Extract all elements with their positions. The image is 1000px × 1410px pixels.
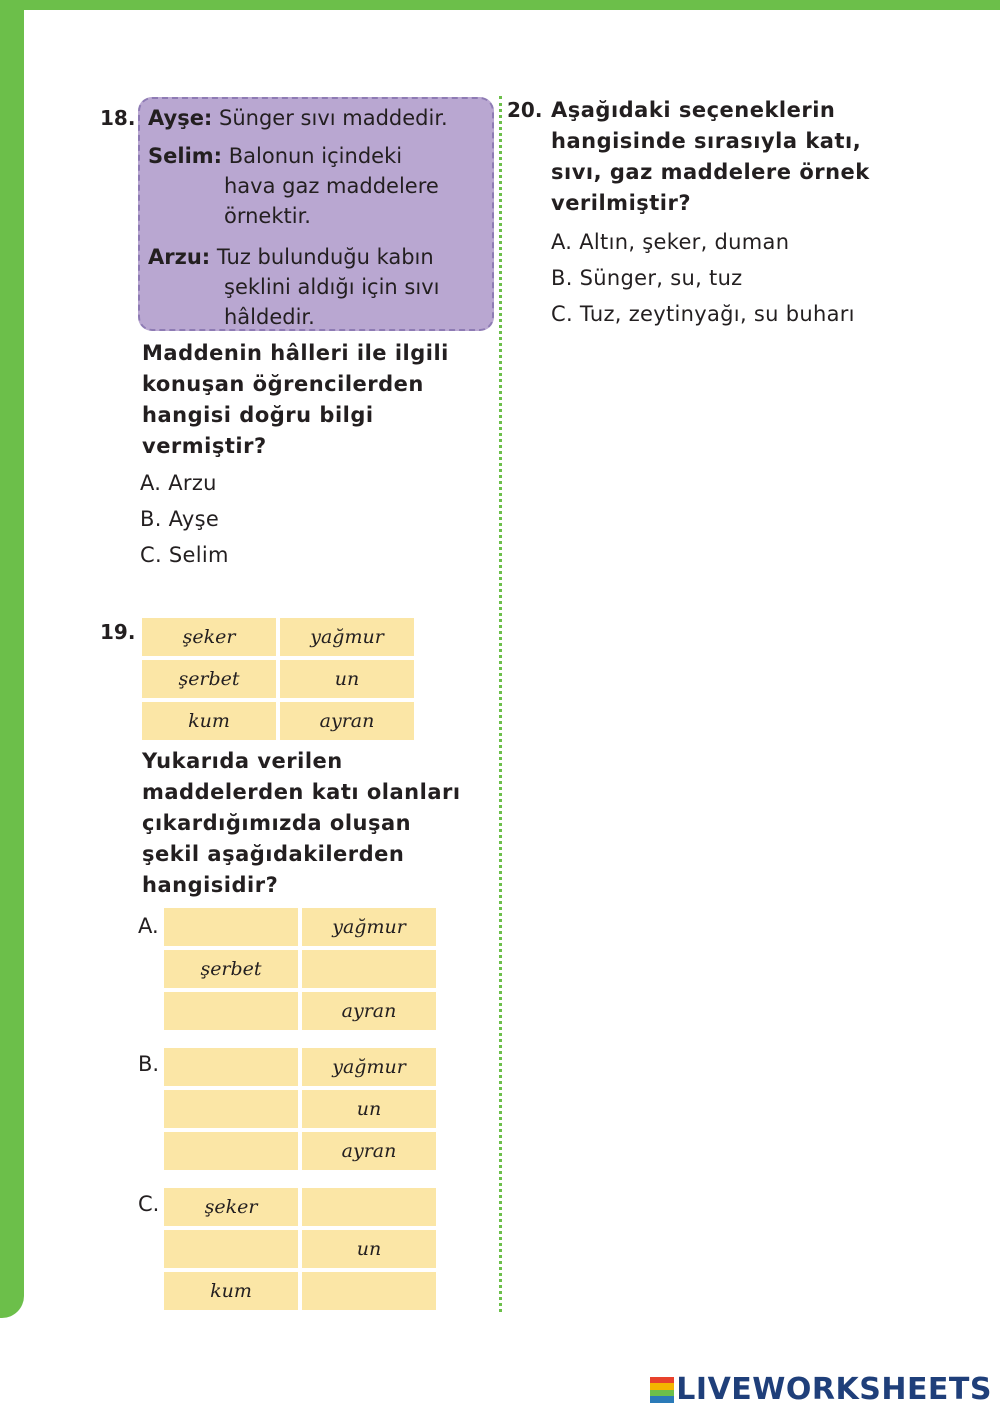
question-line: hangisinde sırasıyla katı, [551,129,862,153]
table-cell: şerbet [164,950,298,988]
liveworksheets-logo [650,1372,992,1407]
q18-number: 18. [100,106,136,130]
table-cell [302,950,436,988]
q18-question [142,338,449,462]
q20-option-b[interactable]: B. Sünger, su, tuz [551,266,743,290]
top-border [0,0,1000,10]
q19-question [142,746,461,901]
q19-option-a-table[interactable] [160,904,440,1034]
q20-option-c[interactable]: C. Tuz, zeytinyağı, su buharı [551,302,855,326]
question-line: hangisi doğru bilgi [142,403,374,427]
table-cell [164,1048,298,1086]
speaker-line: örnektir. [224,204,311,228]
question-line: çıkardığımızda oluşan [142,811,412,835]
table-cell: kum [164,1272,298,1310]
question-line: sıvı, gaz maddelere örnek [551,160,870,184]
q18-speech-box [138,97,494,331]
q19-number: 19. [100,620,136,644]
question-line: maddelerden katı olanları [142,780,461,804]
table-cell: yağmur [302,908,436,946]
speaker-line: hava gaz maddelere [224,174,439,198]
speaker-line: şeklini aldığı için sıvı [224,275,440,299]
table-cell [302,1272,436,1310]
table-cell: ayran [302,1132,436,1170]
speaker-arzu [148,242,434,272]
table-cell [164,992,298,1030]
question-line: şekil aşağıdakilerden [142,842,405,866]
brand-text: LIVEWORKSHEETS [676,1372,992,1407]
q20-option-a[interactable]: A. Altın, şeker, duman [551,230,790,254]
question-line: verilmiştir? [551,191,692,215]
question-line: Maddenin hâlleri ile ilgili [142,341,449,365]
q19-table [138,614,418,744]
table-cell: şeker [142,618,276,656]
question-line: vermiştir? [142,434,267,458]
question-line: hangisidir? [142,873,279,897]
q19-option-c-letter[interactable]: C. [138,1192,160,1216]
q18-option-b[interactable]: B. Ayşe [140,507,220,531]
q19-option-a-letter[interactable]: A. [138,914,159,938]
speaker-ayse [148,103,448,133]
table-cell [164,1230,298,1268]
table-cell [164,908,298,946]
table-cell [302,1188,436,1226]
table-cell: ayran [302,992,436,1030]
q19-option-b-letter[interactable]: B. [138,1052,160,1076]
speaker-selim [148,141,402,171]
table-cell [164,1090,298,1128]
q18-option-a[interactable]: A. Arzu [140,471,217,495]
table-cell: un [302,1230,436,1268]
q20-number: 20. [507,98,543,122]
table-cell: kum [142,702,276,740]
table-cell: yağmur [280,618,414,656]
table-cell: ayran [280,702,414,740]
table-cell: şeker [164,1188,298,1226]
question-line: konuşan öğrencilerden [142,372,424,396]
q19-option-c-table[interactable] [160,1184,440,1314]
question-line: Yukarıda verilen [142,749,343,773]
table-cell: yağmur [302,1048,436,1086]
speaker-line: Balonun içindeki [228,144,403,168]
speaker-line: hâldedir. [224,305,315,329]
q19-option-b-table[interactable] [160,1044,440,1174]
logo-stripe [650,1396,674,1403]
speaker-line: Sünger sıvı maddedir. [219,106,448,130]
q20-question [551,95,870,219]
speaker-name: Ayşe: [148,106,213,130]
question-line: Aşağıdaki seçeneklerin [551,98,836,122]
table-cell: şerbet [142,660,276,698]
left-border [0,0,24,1318]
speaker-line: Tuz bulunduğu kabın [216,245,434,269]
q18-option-c[interactable]: C. Selim [140,543,229,567]
table-cell [164,1132,298,1170]
table-cell: un [302,1090,436,1128]
column-divider [499,96,502,1312]
speaker-name: Selim: [148,144,223,168]
table-cell: un [280,660,414,698]
speaker-name: Arzu: [148,245,211,269]
liveworksheets-icon [650,1377,674,1403]
